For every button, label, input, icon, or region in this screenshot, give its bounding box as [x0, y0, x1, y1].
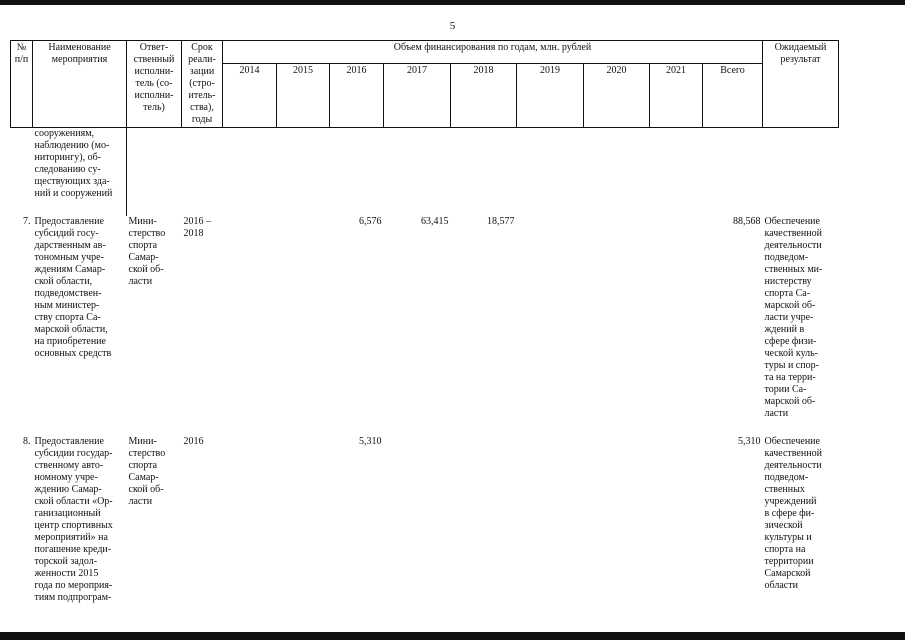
header-total: Всего [703, 63, 763, 127]
table-row [11, 128, 839, 216]
header-responsible: Ответ- ственный исполни- тель (со- исполни- тель) [127, 41, 182, 128]
value-2014 [223, 216, 277, 436]
row-responsible: Мини- стерство спорта Самар- ской об- ласти [128, 435, 166, 507]
value-2019 [517, 436, 584, 616]
row-result: Обеспечение качественной деятельности подведом- ственных ми- нистерству спорта Са- марской об- ласти учре- ждений в сфере физи- ческой куль- туры и спор- та на терри- тории Са- марской об- ласти [764, 215, 823, 419]
row-result: Обеспечение качественной деятельности подведом- ственных учреждений в сфере фи- зической культуры и спорта на территории Самарской области [764, 435, 822, 591]
header-year-2018: 2018 [451, 63, 517, 127]
header-year-2015: 2015 [277, 63, 330, 127]
header-num: № п/п [11, 41, 33, 128]
table-row [11, 436, 839, 616]
value-total: 5,310 [738, 435, 761, 447]
row-num: 7. [23, 215, 31, 227]
value-2017: 63,415 [421, 215, 449, 227]
continuation-text: сооружениям, наблюдению (мо- ниторингу), об- следованию су- ществующих зда- ний и сооружений [34, 128, 113, 199]
header-year-2020: 2020 [584, 63, 650, 127]
header-result: Ожидаемый результат [763, 41, 839, 128]
value-2021 [650, 216, 703, 436]
value-2015 [277, 436, 330, 616]
header-year-2016: 2016 [330, 63, 384, 127]
value-2020 [584, 436, 650, 616]
table-row [11, 216, 839, 436]
value-2017 [384, 436, 451, 616]
header-name: Наименование мероприятия [33, 41, 127, 128]
top-scan-border [0, 0, 905, 5]
value-2015 [277, 216, 330, 436]
value-2016: 6,576 [359, 215, 382, 227]
header-year-2017: 2017 [384, 63, 451, 127]
row-name: Предоставление субсидий госу- дарственным ав- тономным учре- ждениям Самар- ской области, подведомствен- ным министер- ству спорта Са- марской области, на приобретение основных средств [34, 215, 112, 359]
value-2018: 18,577 [487, 215, 515, 227]
value-2021 [650, 436, 703, 616]
header-year-2021: 2021 [650, 63, 703, 127]
row-num: 8. [23, 435, 31, 447]
funding-table [10, 40, 839, 616]
value-2016: 5,310 [359, 435, 382, 447]
value-total: 88,568 [733, 215, 761, 227]
header-year-2019: 2019 [517, 63, 584, 127]
value-2020 [584, 216, 650, 436]
header-funding: Объем финансирования по годам, млн. рублей [223, 41, 763, 64]
row-term: 2016 [183, 435, 204, 447]
bottom-scan-border [0, 632, 905, 640]
header-term: Срок реали- зации (стро- итель- ства), годы [182, 41, 223, 128]
page-number: 5 [449, 20, 456, 32]
row-term: 2016 – 2018 [183, 215, 211, 239]
value-2018 [451, 436, 517, 616]
row-responsible: Мини- стерство спорта Самар- ской об- ласти [128, 215, 166, 287]
value-2019 [517, 216, 584, 436]
row-name: Предоставление субсидии государ- ственному авто- номному учре- ждению Самар- ской области «Ор- ганизационный центр спортивных мероприятий» на погашение креди- торской задол- женности 2015 года по мероприя- тиям подпрограм- [34, 435, 113, 603]
header-year-2014: 2014 [223, 63, 277, 127]
value-2014 [223, 436, 277, 616]
